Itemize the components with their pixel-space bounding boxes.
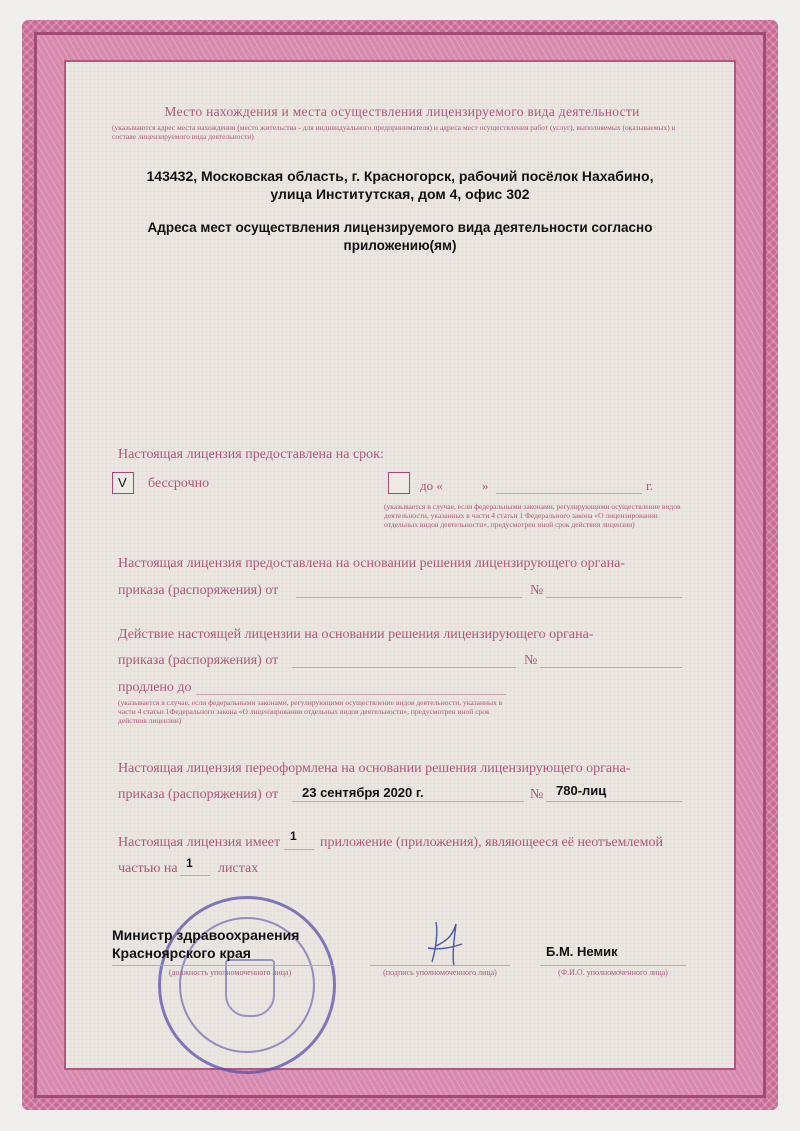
until-label: до « [420,478,443,493]
reissue-line-1: Настоящая лицензия переоформлена на основании решения лицензирующего органа- [118,761,631,776]
extension-line-2: приказа (распоряжения) от [118,653,279,668]
places-line-1: Адреса мест осуществления лицензируемого вида деятельности согласно [147,220,653,235]
reissue-number: 780-лиц [556,783,607,798]
extension-date-line [292,667,516,668]
sheets-suffix: листах [218,861,259,876]
unlimited-label: бессрочно [148,476,210,491]
signer-title-2: Красноярского края [112,945,251,961]
location-note: (указываются адрес места нахождения (место жительства - для индивидуального предпринимателя) и адреса мест осуществления работ (услуг), выполняемых (оказываемых) в составе лицензируемого вида деятельности) [112,123,676,141]
signature-line [370,965,510,966]
reissue-date-line [292,801,524,802]
address-line-1: 143432, Московская область, г. Красногорск, рабочий посёлок Нахабино, [146,168,654,184]
reissue-number-sign: № [530,787,544,802]
until-note: (указывается в случае, если федеральными законами, регулирующими осуществление видов деятельности, указанных в части 4 статьи 1 Федерального закона «О лицензировании отдельных видов деятельности», предусмотрен иной срок действия лицензии) [384,502,681,529]
sheets-count: 1 [186,856,193,870]
caption-signature: (подпись уполномоченного лица) [383,968,497,977]
reissue-date: 23 сентября 2020 г. [302,785,424,800]
year-suffix: г. [646,478,654,493]
signer-title-1: Министр здравоохранения [112,927,300,943]
sheets-count-line [180,875,210,876]
places-line-2: приложению(ям) [343,238,457,253]
basis-line-2: приказа (распоряжения) от [118,583,279,598]
appendix-count-line [284,849,314,850]
reissue-line-2: приказа (распоряжения) от [118,787,279,802]
until-checkbox [388,472,410,494]
position-line [112,965,334,966]
location-heading: Место нахождения и места осуществления лицензируемого вида деятельности [164,104,640,119]
appendix-count: 1 [290,829,297,843]
name-line [540,965,686,966]
caption-name: (Ф.И.О. уполномоченного лица) [558,968,668,977]
basis-date-line [296,597,522,598]
official-seal [158,896,336,1074]
basis-number-line [546,597,682,598]
extension-line-1: Действие настоящей лицензии на основании решения лицензирующего органа- [118,627,594,642]
extension-note: (указывается в случае, если федеральными законами, регулирующими осуществление видов деятельности, указанных в части 4 статьи 1Федерального закона «О лицензировании отдельных видов деятельности», предусмотрен иной срок действия лицензии) [118,698,503,725]
handwritten-signature [424,918,464,968]
until-quote-close: » [482,478,489,493]
reissue-number-line [546,801,682,802]
extension-number-sign: № [524,653,538,668]
term-heading: Настоящая лицензия предоставлена на срок: [118,447,384,462]
appendix-suffix: приложение (приложения), являющееся её неотъемлемой [320,835,663,850]
unlimited-checkbox [112,472,134,494]
unlimited-check-mark: V [118,475,127,490]
extension-until-line [196,694,506,695]
address-line-2: улица Институтская, дом 4, офис 302 [270,186,530,202]
until-date-line [496,493,642,494]
sheets-prefix: частью на [118,861,178,876]
signer-name: Б.М. Немик [546,944,618,959]
extension-number-line [540,667,682,668]
basis-number-sign: № [530,583,544,598]
basis-line-1: Настоящая лицензия предоставлена на основании решения лицензирующего органа- [118,556,625,571]
extension-line-3: продлено до [118,680,192,695]
caption-position: (должность уполномоченного лица) [168,968,292,977]
appendix-prefix: Настоящая лицензия имеет [118,835,281,850]
